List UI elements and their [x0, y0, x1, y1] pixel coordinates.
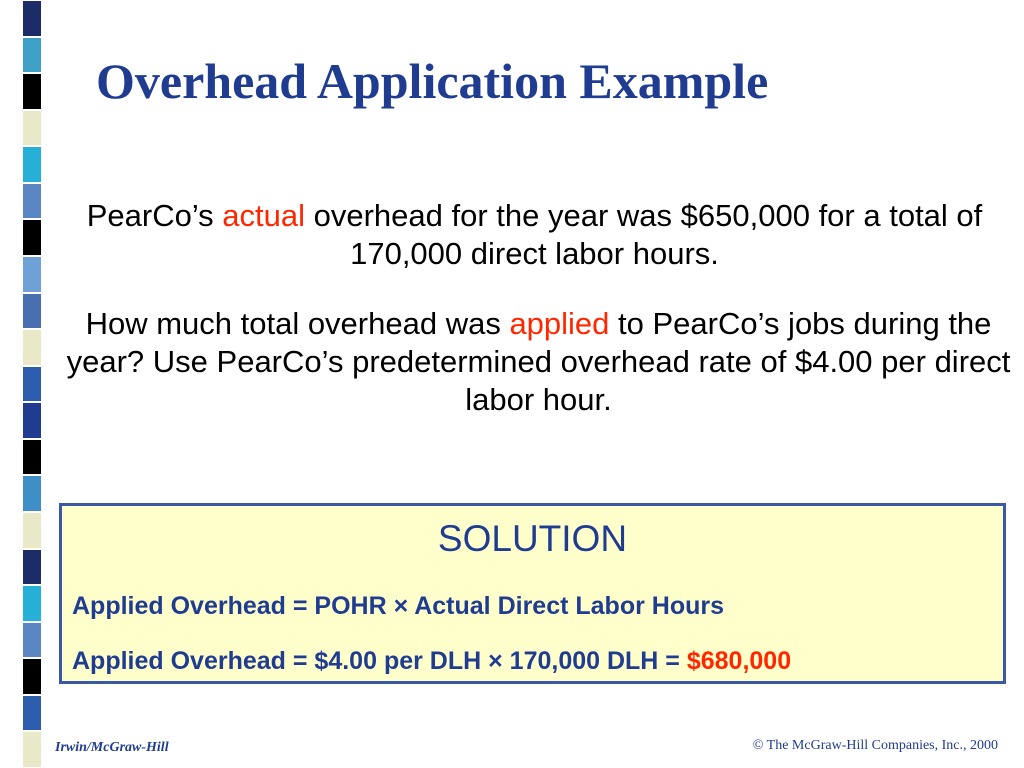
- stripe-segment: [22, 73, 42, 110]
- slide-title: Overhead Application Example: [96, 53, 769, 109]
- stripe-segment: [22, 731, 42, 768]
- stripe-segment: [22, 329, 42, 366]
- stripe-segment: [22, 695, 42, 732]
- paragraph-text: to PearCo’s jobs during the year? Use PearCo’s predetermined overhead rate of $4.00 per direct labor hour.: [66, 306, 1011, 417]
- stripe-segment: [22, 402, 42, 439]
- stripe-segment: [22, 146, 42, 183]
- solution-heading: SOLUTION: [437, 518, 628, 559]
- paragraph-text: How much total overhead was: [85, 306, 510, 341]
- solution-calculation: [72, 647, 791, 676]
- paragraph-actual-overhead: [62, 197, 1007, 273]
- solution-formula: Applied Overhead = POHR × Actual Direct Labor Hours: [72, 592, 725, 620]
- highlight-actual: actual: [222, 198, 306, 233]
- paragraph-text: overhead for the year was $650,000 for a total of 170,000 direct labor hours.: [305, 198, 983, 271]
- stripe-segment: [22, 475, 42, 512]
- stripe-segment: [22, 366, 42, 403]
- stripe-segment: [22, 549, 42, 586]
- solution-box: [59, 503, 1006, 684]
- stripe-segment: [22, 293, 42, 330]
- stripe-segment: [22, 512, 42, 549]
- footer-publisher: Irwin/McGraw-Hill: [55, 740, 169, 755]
- highlight-applied: applied: [509, 306, 610, 341]
- stripe-segment: [22, 219, 42, 256]
- paragraph-text: PearCo’s: [86, 198, 223, 233]
- footer-copyright: © The McGraw-Hill Companies, Inc., 2000: [752, 738, 998, 753]
- solution-calculation-text: Applied Overhead = $4.00 per DLH × 170,000 DLH =: [72, 647, 687, 675]
- paragraph-question: [66, 305, 1011, 419]
- stripe-segment: [22, 622, 42, 659]
- stripe-segment: [22, 256, 42, 293]
- solution-result: $680,000: [686, 647, 792, 675]
- stripe-segment: [22, 37, 42, 74]
- decorative-stripe: [0, 0, 42, 768]
- stripe-segment: [22, 585, 42, 622]
- stripe-segment: [22, 0, 42, 37]
- stripe-segment: [22, 183, 42, 220]
- stripe-segment: [22, 110, 42, 147]
- stripe-segment: [22, 439, 42, 476]
- stripe-segment: [22, 658, 42, 695]
